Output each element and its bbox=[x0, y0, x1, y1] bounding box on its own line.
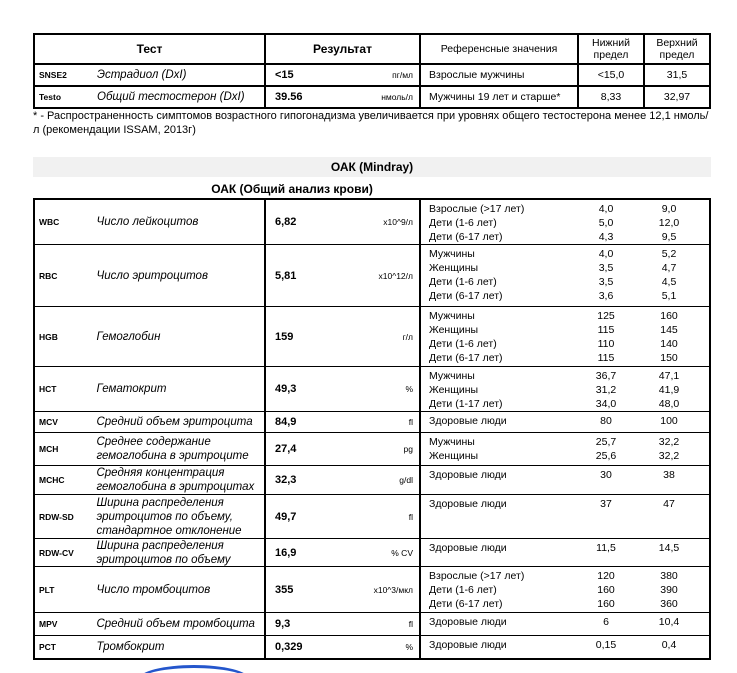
reference-range-line bbox=[421, 309, 709, 323]
result-value: 84,9 bbox=[275, 416, 297, 428]
reference-group: Женщины bbox=[429, 262, 479, 274]
reference-range-line bbox=[421, 414, 709, 428]
result-value: 159 bbox=[275, 330, 294, 343]
cbc-table-row bbox=[35, 307, 709, 367]
lower-limit: 125 bbox=[597, 310, 615, 322]
test-cell bbox=[35, 65, 266, 85]
result-value: 49,7 bbox=[275, 510, 297, 523]
cbc-table-row bbox=[35, 567, 709, 613]
lower-limit: 25,7 bbox=[595, 436, 617, 448]
result-unit: г/л bbox=[402, 331, 413, 342]
result-value: 16,9 bbox=[275, 546, 297, 559]
lower-limit: 30 bbox=[600, 469, 612, 481]
result-value: 0,329 bbox=[275, 641, 303, 653]
lower-limit: 115 bbox=[597, 324, 615, 336]
reference-group: Здоровые люди bbox=[429, 415, 507, 427]
lower-limit: 25,6 bbox=[595, 450, 617, 462]
upper-limit: 9,5 bbox=[661, 231, 677, 243]
lower-limit: 120 bbox=[597, 570, 615, 582]
reference-range-line bbox=[421, 275, 709, 289]
reference-group: Дети (1-6 лет) bbox=[429, 217, 497, 229]
test-cell bbox=[35, 367, 266, 411]
test-cell bbox=[35, 613, 266, 635]
test-code: RDW-CV bbox=[39, 547, 74, 558]
reference-range-line bbox=[421, 597, 709, 611]
result-unit: % CV bbox=[391, 547, 413, 558]
test-name: Ширина распределения эритроцитов по объему bbox=[96, 539, 231, 566]
reference-group: Дети (6-17 лет) bbox=[429, 352, 503, 364]
test-code: PLT bbox=[39, 584, 55, 595]
reference-group: Здоровые люди bbox=[429, 639, 507, 651]
test-cell bbox=[35, 87, 266, 107]
section-header-oak-mindray: ОАК (Mindray) bbox=[33, 157, 711, 177]
test-name: Общий тестостерон (DxI) bbox=[97, 91, 245, 103]
result-cell bbox=[266, 433, 421, 465]
lower-limit: 6 bbox=[603, 616, 609, 628]
lower-limit: 8,33 bbox=[579, 87, 645, 107]
result-unit: g/dl bbox=[399, 475, 413, 485]
reference-range-line bbox=[421, 230, 709, 244]
upper-limit: 140 bbox=[660, 338, 678, 350]
lower-limit: 36,7 bbox=[595, 370, 617, 382]
reference-range-line bbox=[421, 569, 709, 583]
reference-ranges-cell bbox=[421, 613, 709, 635]
hormone-table-row bbox=[35, 87, 709, 107]
test-code: RBC bbox=[39, 270, 58, 281]
result-value: 39.56 bbox=[275, 91, 303, 103]
reference-ranges-cell bbox=[421, 567, 709, 612]
lower-limit: 11,5 bbox=[596, 542, 616, 554]
lower-limit: <15,0 bbox=[579, 65, 645, 85]
lower-limit: 115 bbox=[597, 352, 615, 364]
reference-group: Здоровые люди bbox=[429, 498, 507, 510]
reference-range-line bbox=[421, 449, 709, 463]
upper-limit: 32,2 bbox=[658, 450, 680, 462]
lower-limit: 5,0 bbox=[598, 217, 614, 229]
reference-ranges-cell bbox=[421, 466, 709, 494]
result-cell bbox=[266, 307, 421, 366]
upper-limit: 4,7 bbox=[661, 262, 677, 274]
reference-group: Дети (1-6 лет) bbox=[429, 338, 497, 350]
upper-limit: 5,1 bbox=[661, 290, 677, 302]
result-unit: pg bbox=[403, 444, 413, 454]
upper-limit: 390 bbox=[660, 584, 678, 596]
reference-range-line bbox=[421, 383, 709, 397]
test-code: MPV bbox=[39, 619, 58, 629]
test-code: MCH bbox=[39, 444, 59, 454]
result-unit: x10^3/мкл bbox=[373, 584, 413, 595]
reference-range-line bbox=[421, 638, 709, 652]
result-cell bbox=[266, 245, 421, 306]
reference-group: Мужчины 19 лет и старше* bbox=[421, 87, 579, 107]
result-unit: fl bbox=[408, 417, 413, 427]
column-header-lower: Нижний предел bbox=[579, 35, 645, 63]
lower-limit: 160 bbox=[597, 598, 615, 610]
reference-group: Мужчины bbox=[429, 310, 475, 322]
cbc-table-row bbox=[35, 412, 709, 433]
lower-limit: 4,3 bbox=[598, 231, 614, 243]
result-cell bbox=[266, 367, 421, 411]
cbc-table-row bbox=[35, 613, 709, 636]
upper-limit: 150 bbox=[660, 352, 678, 364]
reference-group: Дети (6-17 лет) bbox=[429, 290, 503, 302]
reference-group: Дети (1-6 лет) bbox=[429, 584, 497, 596]
upper-limit: 5,2 bbox=[661, 248, 677, 260]
test-name: Гемоглобин bbox=[96, 330, 161, 343]
result-cell bbox=[266, 539, 421, 566]
test-name: Средняя концентрация гемоглобина в эритроцитах bbox=[96, 467, 255, 493]
reference-group: Здоровые люди bbox=[429, 616, 507, 628]
test-cell bbox=[35, 539, 266, 566]
lower-limit: 3,5 bbox=[598, 262, 614, 274]
reference-group: Мужчины bbox=[429, 370, 475, 382]
reference-group: Здоровые люди bbox=[429, 542, 507, 554]
reference-range-line bbox=[421, 323, 709, 337]
reference-group: Женщины bbox=[429, 450, 479, 462]
upper-limit: 32,97 bbox=[663, 91, 691, 103]
reference-group: Дети (6-17 лет) bbox=[429, 598, 503, 610]
reference-ranges-cell bbox=[421, 412, 709, 432]
reference-range-line bbox=[421, 247, 709, 261]
lower-limit: 3,5 bbox=[598, 276, 614, 288]
cbc-table-title: ОАК (Общий анализ крови) bbox=[211, 182, 373, 196]
lower-limit: 4,0 bbox=[598, 203, 614, 215]
hormone-table-row bbox=[35, 65, 709, 87]
reference-range-line bbox=[421, 583, 709, 597]
result-cell bbox=[266, 567, 421, 612]
result-value: 355 bbox=[275, 583, 294, 596]
test-name: Число лейкоцитов bbox=[96, 216, 199, 228]
test-cell bbox=[35, 412, 266, 432]
test-code: PCT bbox=[39, 642, 56, 652]
cbc-table-row bbox=[35, 367, 709, 412]
upper-limit: 38 bbox=[663, 469, 675, 481]
upper-limit: 48,0 bbox=[658, 398, 680, 410]
test-cell bbox=[35, 245, 266, 306]
cbc-table-row bbox=[35, 433, 709, 466]
upper-limit: 12,0 bbox=[658, 217, 680, 229]
result-value: 9,3 bbox=[275, 618, 291, 630]
result-unit: нмоль/л bbox=[381, 92, 413, 102]
upper-limit: 100 bbox=[660, 415, 678, 427]
cbc-table-row bbox=[35, 200, 709, 245]
test-name: Среднее содержание гемоглобина в эритроците bbox=[96, 436, 249, 462]
test-code: RDW-SD bbox=[39, 511, 74, 522]
test-name: Средний объем эритроцита bbox=[96, 416, 253, 428]
reference-ranges-cell bbox=[421, 636, 709, 658]
reference-group: Взрослые мужчины bbox=[421, 65, 579, 85]
upper-limit: 47,1 bbox=[658, 370, 680, 382]
result-value: 27,4 bbox=[275, 443, 297, 455]
lower-limit: 37 bbox=[600, 498, 612, 510]
lower-limit: 80 bbox=[600, 415, 612, 427]
reference-ranges-cell bbox=[421, 539, 709, 566]
hormone-table-header-row bbox=[35, 35, 709, 65]
lower-limit: 110 bbox=[597, 338, 615, 350]
reference-range-line bbox=[421, 435, 709, 449]
test-name: Тромбокрит bbox=[96, 641, 165, 653]
column-header-result: Результат bbox=[266, 35, 421, 63]
test-name: Число эритроцитов bbox=[96, 269, 208, 282]
test-code: WBC bbox=[39, 217, 60, 227]
result-cell bbox=[266, 466, 421, 494]
lower-limit: 3,6 bbox=[598, 290, 614, 302]
upper-limit: 160 bbox=[660, 310, 678, 322]
reference-range-line bbox=[421, 289, 709, 303]
result-value: <15 bbox=[275, 69, 294, 81]
column-header-reference: Референсные значения bbox=[421, 35, 579, 63]
reference-ranges-cell bbox=[421, 245, 709, 306]
result-cell bbox=[266, 412, 421, 432]
result-unit: x10^12/л bbox=[378, 270, 413, 281]
hormone-results-table bbox=[33, 33, 711, 109]
reference-range-line bbox=[421, 369, 709, 383]
result-cell bbox=[266, 65, 421, 85]
reference-range-line bbox=[421, 541, 709, 555]
result-unit: fl bbox=[408, 511, 413, 522]
result-cell bbox=[266, 613, 421, 635]
test-cell bbox=[35, 466, 266, 494]
reference-group: Взрослые (>17 лет) bbox=[429, 203, 525, 215]
test-cell bbox=[35, 307, 266, 366]
test-cell bbox=[35, 200, 266, 244]
result-unit: % bbox=[405, 384, 413, 394]
upper-limit: 360 bbox=[660, 598, 678, 610]
result-cell bbox=[266, 200, 421, 244]
test-code: MCV bbox=[39, 417, 58, 427]
test-code: MCHC bbox=[39, 475, 65, 485]
result-value: 32,3 bbox=[275, 474, 297, 486]
test-name: Средний объем тромбоцита bbox=[96, 618, 255, 630]
reference-range-line bbox=[421, 261, 709, 275]
reference-range-line bbox=[421, 337, 709, 351]
reference-group: Дети (1-6 лет) bbox=[429, 276, 497, 288]
test-code: HGB bbox=[39, 331, 58, 342]
upper-limit: 41,9 bbox=[658, 384, 680, 396]
test-code: HCT bbox=[39, 384, 57, 394]
reference-group: Дети (1-17 лет) bbox=[429, 398, 503, 410]
stamp-ellipse-arc bbox=[139, 665, 249, 673]
upper-limit: 14,5 bbox=[658, 542, 680, 554]
test-name: Гематокрит bbox=[96, 383, 167, 395]
reference-group: Женщины bbox=[429, 324, 479, 336]
test-cell bbox=[35, 636, 266, 658]
reference-group: Мужчины bbox=[429, 248, 475, 260]
lower-limit: 31,2 bbox=[595, 384, 617, 396]
reference-group: Взрослые (>17 лет) bbox=[429, 570, 525, 582]
test-code: SNSE2 bbox=[39, 70, 67, 80]
upper-limit: 4,5 bbox=[661, 276, 677, 288]
upper-limit: 145 bbox=[660, 324, 678, 336]
lower-limit: 0,15 bbox=[595, 639, 617, 651]
reference-group: Женщины bbox=[429, 384, 479, 396]
test-cell bbox=[35, 433, 266, 465]
reference-range-line bbox=[421, 397, 709, 411]
result-unit: % bbox=[405, 642, 413, 652]
cbc-table-row bbox=[35, 495, 709, 539]
reference-ranges-cell bbox=[421, 433, 709, 465]
hormone-table-body bbox=[35, 65, 709, 107]
reference-group: Здоровые люди bbox=[429, 469, 507, 481]
reference-range-line bbox=[421, 497, 709, 511]
reference-range-line bbox=[421, 216, 709, 230]
test-name: Эстрадиол (DxI) bbox=[97, 69, 187, 81]
result-value: 6,82 bbox=[275, 216, 297, 228]
test-name: Ширина распределения эритроцитов по объему, стандартное отклонение bbox=[96, 496, 242, 537]
reference-ranges-cell bbox=[421, 495, 709, 538]
result-unit: x10^9/л bbox=[383, 217, 413, 227]
upper-limit: 9,0 bbox=[661, 203, 677, 215]
upper-limit: 31,5 bbox=[666, 69, 688, 81]
cbc-table-row bbox=[35, 245, 709, 307]
reference-ranges-cell bbox=[421, 367, 709, 411]
reference-ranges-cell bbox=[421, 307, 709, 366]
column-header-upper: Верхний предел bbox=[656, 37, 698, 61]
reference-range-line bbox=[421, 351, 709, 365]
reference-range-line bbox=[421, 202, 709, 216]
test-name: Число тромбоцитов bbox=[96, 583, 211, 596]
test-cell bbox=[35, 495, 266, 538]
reference-range-line bbox=[421, 615, 709, 629]
result-value: 5,81 bbox=[275, 269, 297, 282]
cbc-table-row bbox=[35, 466, 709, 495]
result-cell bbox=[266, 636, 421, 658]
upper-limit: 0,4 bbox=[661, 639, 677, 651]
result-value: 49,3 bbox=[275, 383, 297, 395]
result-cell bbox=[266, 495, 421, 538]
upper-limit: 380 bbox=[660, 570, 678, 582]
upper-limit: 10,4 bbox=[658, 616, 680, 628]
testosterone-footnote: * - Распространенность симптомов возрастного гипогонадизма увеличивается при уровнях общего тестостерона менее 12,1 нмоль/л (рекомендации ISSAM, 2013г) bbox=[33, 110, 709, 136]
upper-limit: 32,2 bbox=[658, 436, 680, 448]
column-header-test: Тест bbox=[35, 35, 266, 63]
lower-limit: 34,0 bbox=[595, 398, 617, 410]
result-unit: пг/мл bbox=[392, 70, 413, 80]
test-code: Testo bbox=[39, 92, 62, 102]
result-cell bbox=[266, 87, 421, 107]
reference-ranges-cell bbox=[421, 200, 709, 244]
cbc-results-table bbox=[33, 198, 711, 660]
lower-limit: 4,0 bbox=[598, 248, 614, 260]
cbc-table-row bbox=[35, 636, 709, 658]
lower-limit: 160 bbox=[597, 584, 615, 596]
test-cell bbox=[35, 567, 266, 612]
result-unit: fl bbox=[408, 619, 413, 629]
reference-group: Мужчины bbox=[429, 436, 475, 448]
cbc-table-row bbox=[35, 539, 709, 567]
reference-group: Дети (6-17 лет) bbox=[429, 231, 503, 243]
reference-range-line bbox=[421, 468, 709, 482]
upper-limit: 47 bbox=[663, 498, 675, 510]
